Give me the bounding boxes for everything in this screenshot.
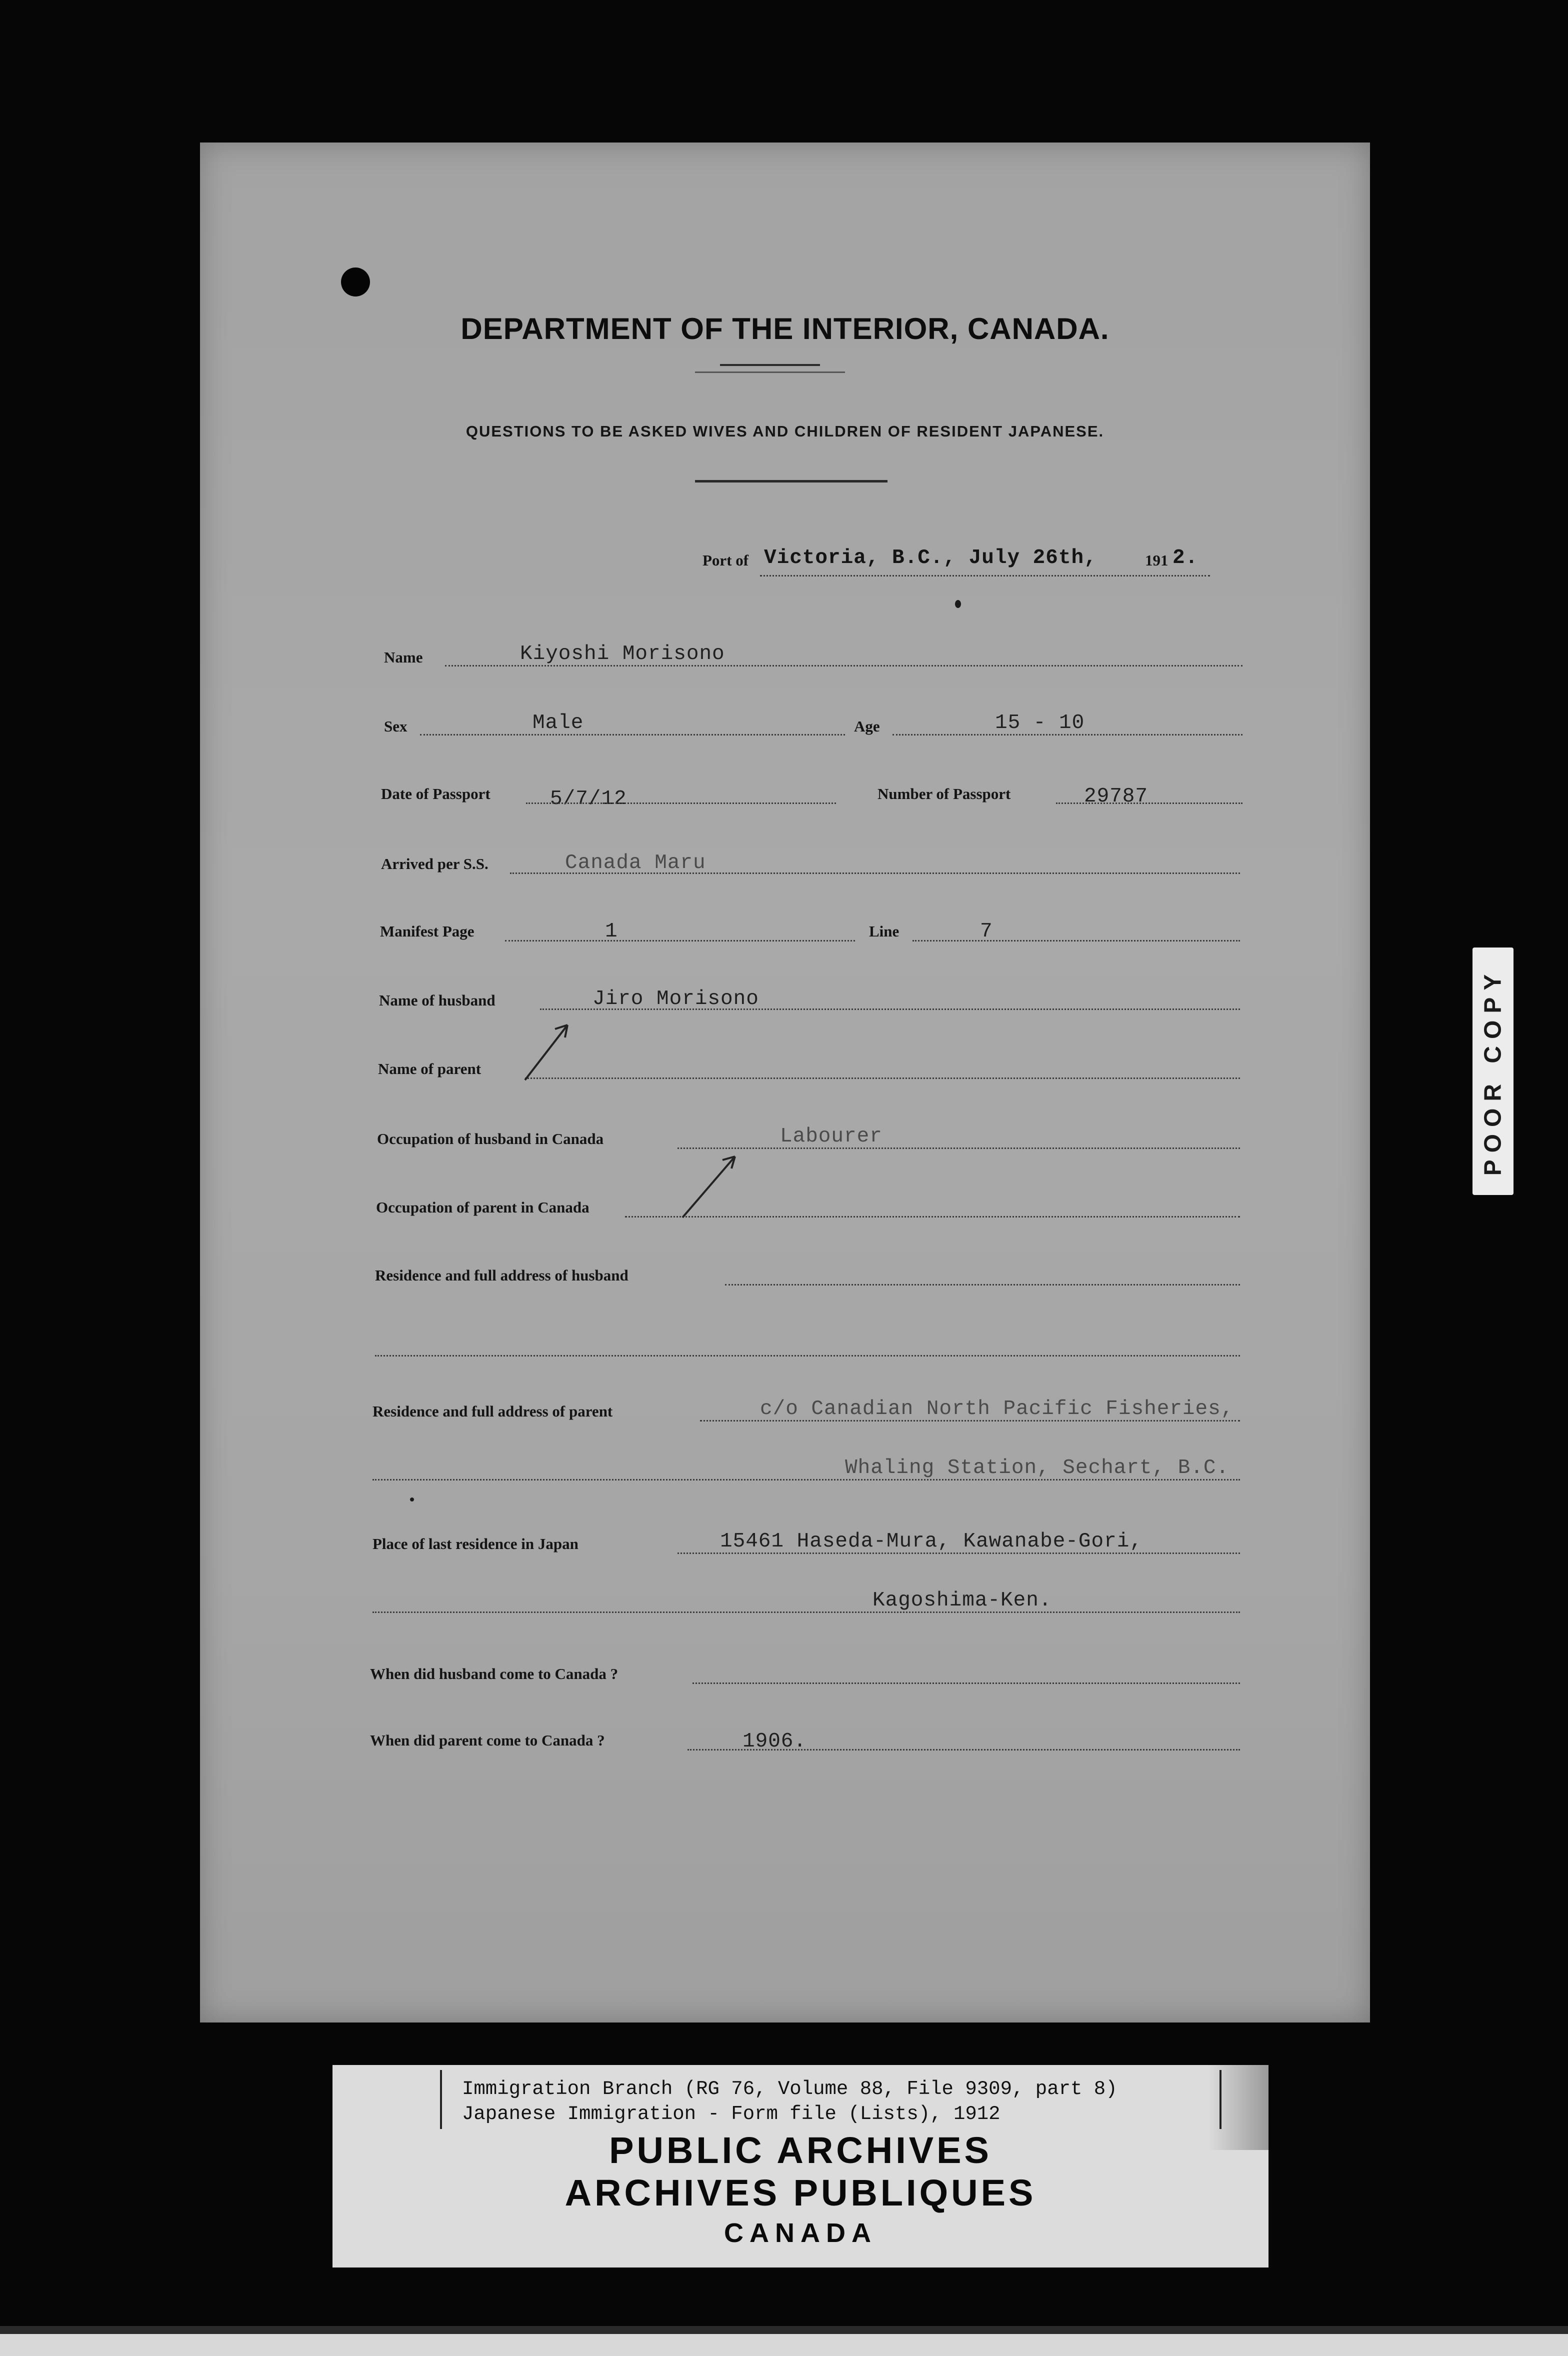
line-dotted-line xyxy=(912,940,1240,942)
parent-came-dotted-line xyxy=(688,1749,1240,1750)
name-value: Kiyoshi Morisono xyxy=(520,642,725,666)
sex-value: Male xyxy=(532,712,584,734)
scan-edge xyxy=(0,2334,1568,2356)
age-dotted-line xyxy=(892,734,1242,736)
archive-reference-line2: Japanese Immigration - Form file (Lists), 1912 xyxy=(462,2103,1000,2125)
port-dotted-line xyxy=(760,575,1210,576)
line-value: 7 xyxy=(980,920,993,943)
poor-copy-text: POOR COPY xyxy=(1480,967,1506,1176)
date-of-passport-dotted-line xyxy=(526,802,836,804)
last-residence-japan-label: Place of last residence in Japan xyxy=(372,1535,578,1552)
residence-parent-value-line1: c/o Canadian North Pacific Fisheries, xyxy=(760,1398,1234,1420)
ink-speck xyxy=(955,600,961,608)
name-of-parent-label: Name of parent xyxy=(378,1060,482,1078)
ditto-arrow-icon xyxy=(520,1015,575,1085)
title-rule-secondary xyxy=(695,372,845,373)
archive-reference-line1: Immigration Branch (RG 76, Volume 88, File 9309, part 8) xyxy=(462,2078,1118,2100)
number-of-passport-dotted-line xyxy=(1056,802,1242,804)
archives-publiques-heading: ARCHIVES PUBLIQUES xyxy=(564,2172,1036,2214)
name-of-husband-label: Name of husband xyxy=(379,992,496,1009)
ink-speck xyxy=(410,1498,414,1502)
form-subtitle: QUESTIONS TO BE ASKED WIVES AND CHILDREN OF RESIDENT JAPANESE. xyxy=(466,422,1104,440)
residence-parent-dotted-line xyxy=(700,1420,1240,1422)
last-residence-japan-value-line1: 15461 Haseda-Mura, Kawanabe-Gori, xyxy=(720,1530,1142,1553)
canada-heading: CANADA xyxy=(724,2218,877,2248)
name-label: Name xyxy=(384,648,423,666)
arrived-per-label: Arrived per S.S. xyxy=(381,855,488,872)
punch-hole xyxy=(341,268,370,296)
line-label: Line xyxy=(869,922,900,940)
subtitle-rule xyxy=(695,480,888,482)
port-year-suffix: 2. xyxy=(1172,546,1198,570)
name-dotted-line xyxy=(445,665,1242,666)
port-label: Port of xyxy=(702,552,749,569)
arrived-per-dotted-line xyxy=(510,872,1240,874)
occupation-husband-value: Labourer xyxy=(780,1125,882,1148)
parent-came-value: 1906. xyxy=(742,1730,807,1753)
public-archives-heading: PUBLIC ARCHIVES xyxy=(609,2130,992,2171)
name-of-husband-value: Jiro Morisono xyxy=(592,988,759,1010)
form-title: DEPARTMENT OF THE INTERIOR, CANADA. xyxy=(460,312,1110,346)
arrived-per-value: Canada Maru xyxy=(565,852,706,874)
date-of-passport-value: 5/7/12 xyxy=(550,788,627,810)
manifest-page-label: Manifest Page xyxy=(380,922,474,940)
age-value: 15 - 10 xyxy=(995,712,1085,734)
manifest-page-dotted-line xyxy=(505,940,855,942)
archive-reference-box xyxy=(440,2070,1222,2129)
date-of-passport-label: Date of Passport xyxy=(381,785,490,802)
occupation-husband-dotted-line xyxy=(678,1148,1240,1149)
manifest-page-value: 1 xyxy=(605,920,618,943)
residence-husband-dotted-line xyxy=(725,1284,1240,1286)
last-residence-japan-dotted-line-2 xyxy=(372,1612,1240,1613)
name-of-husband-dotted-line xyxy=(540,1008,1240,1010)
archive-label xyxy=(332,2065,1268,2268)
sex-label: Sex xyxy=(384,718,408,735)
parent-came-label: When did parent come to Canada ? xyxy=(370,1732,605,1749)
title-rule xyxy=(720,364,820,366)
residence-parent-dotted-line-2 xyxy=(372,1479,1240,1480)
immigration-form-sheet xyxy=(200,142,1370,2022)
last-residence-japan-value-line2: Kagoshima-Ken. xyxy=(872,1589,1052,1612)
scan-edge-dark xyxy=(0,2326,1568,2334)
sex-dotted-line xyxy=(420,734,845,736)
occupation-husband-label: Occupation of husband in Canada xyxy=(377,1130,604,1148)
husband-came-dotted-line xyxy=(692,1682,1240,1684)
residence-parent-label: Residence and full address of parent xyxy=(372,1402,613,1420)
port-year-prefix: 191 xyxy=(1145,552,1168,569)
number-of-passport-label: Number of Passport xyxy=(878,785,1011,802)
poor-copy-stamp xyxy=(1472,948,1514,1195)
age-label: Age xyxy=(854,718,880,735)
occupation-parent-label: Occupation of parent in Canada xyxy=(376,1198,590,1216)
last-residence-japan-dotted-line xyxy=(678,1552,1240,1554)
number-of-passport-value: 29787 xyxy=(1084,785,1148,808)
residence-husband-label: Residence and full address of husband xyxy=(375,1266,628,1284)
name-of-parent-dotted-line xyxy=(525,1078,1240,1079)
residence-husband-dotted-line-2 xyxy=(375,1355,1240,1356)
husband-came-label: When did husband come to Canada ? xyxy=(370,1665,618,1682)
ditto-arrow-icon xyxy=(678,1148,742,1222)
port-value: Victoria, B.C., July 26th, xyxy=(764,546,1097,570)
residence-parent-value-line2: Whaling Station, Sechart, B.C. xyxy=(845,1456,1230,1480)
